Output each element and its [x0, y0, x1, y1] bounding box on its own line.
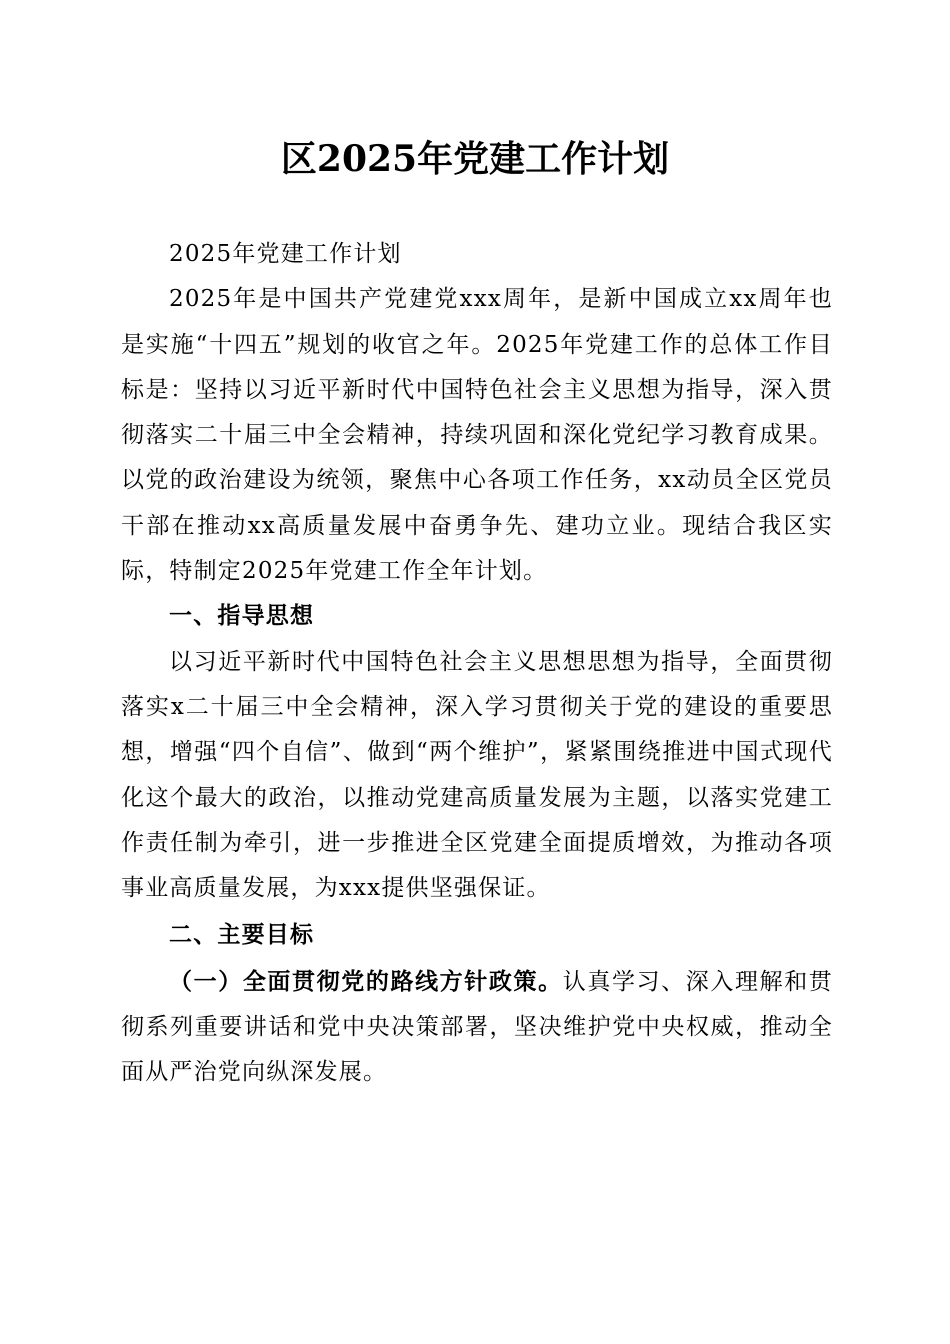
subtitle-paragraph: 2025年党建工作计划	[169, 241, 402, 267]
main-goals-item-1	[121, 959, 833, 1096]
section-heading-main-goals: 二、主要目标	[169, 922, 315, 949]
document-title: 区2025年党建工作计划	[280, 138, 670, 180]
document-body	[121, 232, 833, 1096]
guiding-ideology-paragraph: 以习近平新时代中国特色社会主义思想思想为指导，全面贯彻落实x二十届三中全会精神，深入学习贯彻关于党的建设的重要思想，增强“四个自信”、做到“两个维护”，紧紧围绕推进中国式现代化这个最大的政治，以推动党建高质量发展为主题，以落实党建工作责任制为牵引，进一步推进全区党建全面提质增效，为推动各项事业高质量发展，为xxx提供坚强保证。	[121, 648, 833, 902]
section-heading-guiding-ideology: 一、指导思想	[169, 603, 315, 630]
item-1-lead: （一）全面贯彻党的路线方针政策。	[169, 967, 563, 995]
item-1-text: 认真学习、深入理解和贯彻系列重要讲话和党中央决策部署，坚决维护党中央权威，推动全面从严治党向纵深发展。	[121, 968, 834, 1086]
intro-paragraph: 2025年是中国共产党建党xxx周年，是新中国成立xx周年也是实施“十四五”规划的收官之年。2025年党建工作的总体工作目标是：坚持以习近平新时代中国特色社会主义思想为指导，深入贯彻落实二十届三中全会精神，持续巩固和深化党纪学习教育成果。以党的政治建设为统领，聚焦中心各项工作任务，xx动员全区党员干部在推动xx高质量发展中奋勇争先、建功立业。现结合我区实际，特制定2025年党建工作全年计划。	[121, 286, 833, 585]
